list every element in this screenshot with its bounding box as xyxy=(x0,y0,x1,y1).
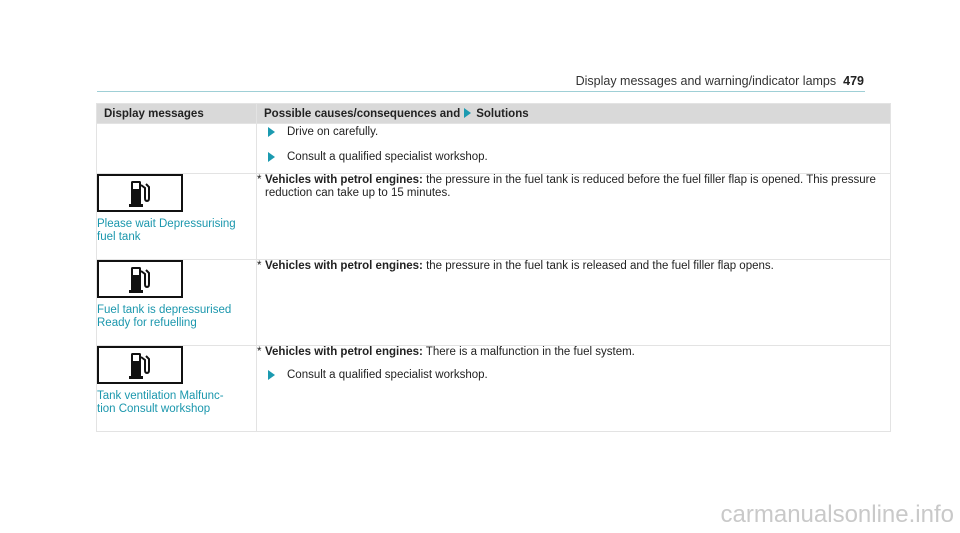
vehicle-note xyxy=(257,260,890,273)
display-messages-table xyxy=(96,103,891,432)
step-text: Consult a qualified specialist workshop. xyxy=(287,151,488,163)
message-line: Tank ventilation Malfunc- xyxy=(97,390,224,402)
step-text: Drive on carefully. xyxy=(287,126,379,138)
table-header-row xyxy=(97,104,891,124)
table-row xyxy=(97,260,891,346)
fuel-pump-icon xyxy=(97,346,183,384)
table-row xyxy=(97,124,891,174)
message-line: Fuel tank is depressurised xyxy=(97,304,232,316)
vehicle-type-label: Vehicles with petrol engines: xyxy=(265,174,423,186)
column-header-display-messages: Display messages xyxy=(97,104,257,124)
page-number: 479 xyxy=(843,74,864,88)
column-header-causes-solutions xyxy=(257,104,891,124)
step-arrow-icon xyxy=(268,370,275,380)
footnote-star: * xyxy=(257,346,262,358)
vehicle-note xyxy=(257,346,890,359)
message-cell xyxy=(97,346,257,432)
running-header xyxy=(576,74,864,88)
fuel-pump-icon xyxy=(97,260,183,298)
solutions-header-label: Solutions xyxy=(476,107,529,120)
message-line: Ready for refuelling xyxy=(97,316,197,329)
message-line: tion Consult workshop xyxy=(97,402,211,415)
note-text: There is a malfunction in the fuel system. xyxy=(425,346,635,358)
table-row xyxy=(97,346,891,432)
display-message-text xyxy=(97,390,256,415)
message-cell xyxy=(97,174,257,260)
message-cell-empty xyxy=(97,124,257,174)
step-text: Consult a qualified specialist workshop. xyxy=(287,369,488,381)
display-message-text xyxy=(97,304,256,329)
header-rule xyxy=(97,91,865,92)
note-text: the pressure in the fuel tank is reduced before the fuel filler flap is opened. This pressure reduction can take up to 15 minutes. xyxy=(265,174,876,199)
note-text: the pressure in the fuel tank is released and the fuel filler flap opens. xyxy=(426,260,774,272)
vehicle-type-label: Vehicles with petrol engines: xyxy=(265,260,423,272)
fuel-pump-icon xyxy=(97,174,183,212)
message-line: fuel tank xyxy=(97,230,141,243)
step-arrow-icon xyxy=(268,127,275,137)
solution-cell xyxy=(257,124,891,174)
vehicle-note xyxy=(257,174,890,200)
step-arrow-icon xyxy=(268,152,275,162)
vehicle-type-label: Vehicles with petrol engines: xyxy=(265,346,423,358)
solution-step xyxy=(268,151,890,164)
solution-arrow-icon xyxy=(464,108,471,118)
causes-header-label: Possible causes/consequences and xyxy=(264,107,461,120)
section-title: Display messages and warning/indicator lamps xyxy=(575,74,837,88)
solution-cell xyxy=(257,260,891,346)
page-header xyxy=(0,0,960,92)
solution-step xyxy=(268,369,890,382)
table-row xyxy=(97,174,891,260)
solution-step xyxy=(268,126,890,139)
footnote-star: * xyxy=(257,260,262,272)
message-cell xyxy=(97,260,257,346)
solution-cell xyxy=(257,174,891,260)
watermark: carmanualsonline.info xyxy=(720,501,954,528)
display-message-text xyxy=(97,218,256,243)
footnote-star: * xyxy=(257,174,262,186)
solution-cell xyxy=(257,346,891,432)
message-line: Please wait Depressurising xyxy=(97,218,236,230)
